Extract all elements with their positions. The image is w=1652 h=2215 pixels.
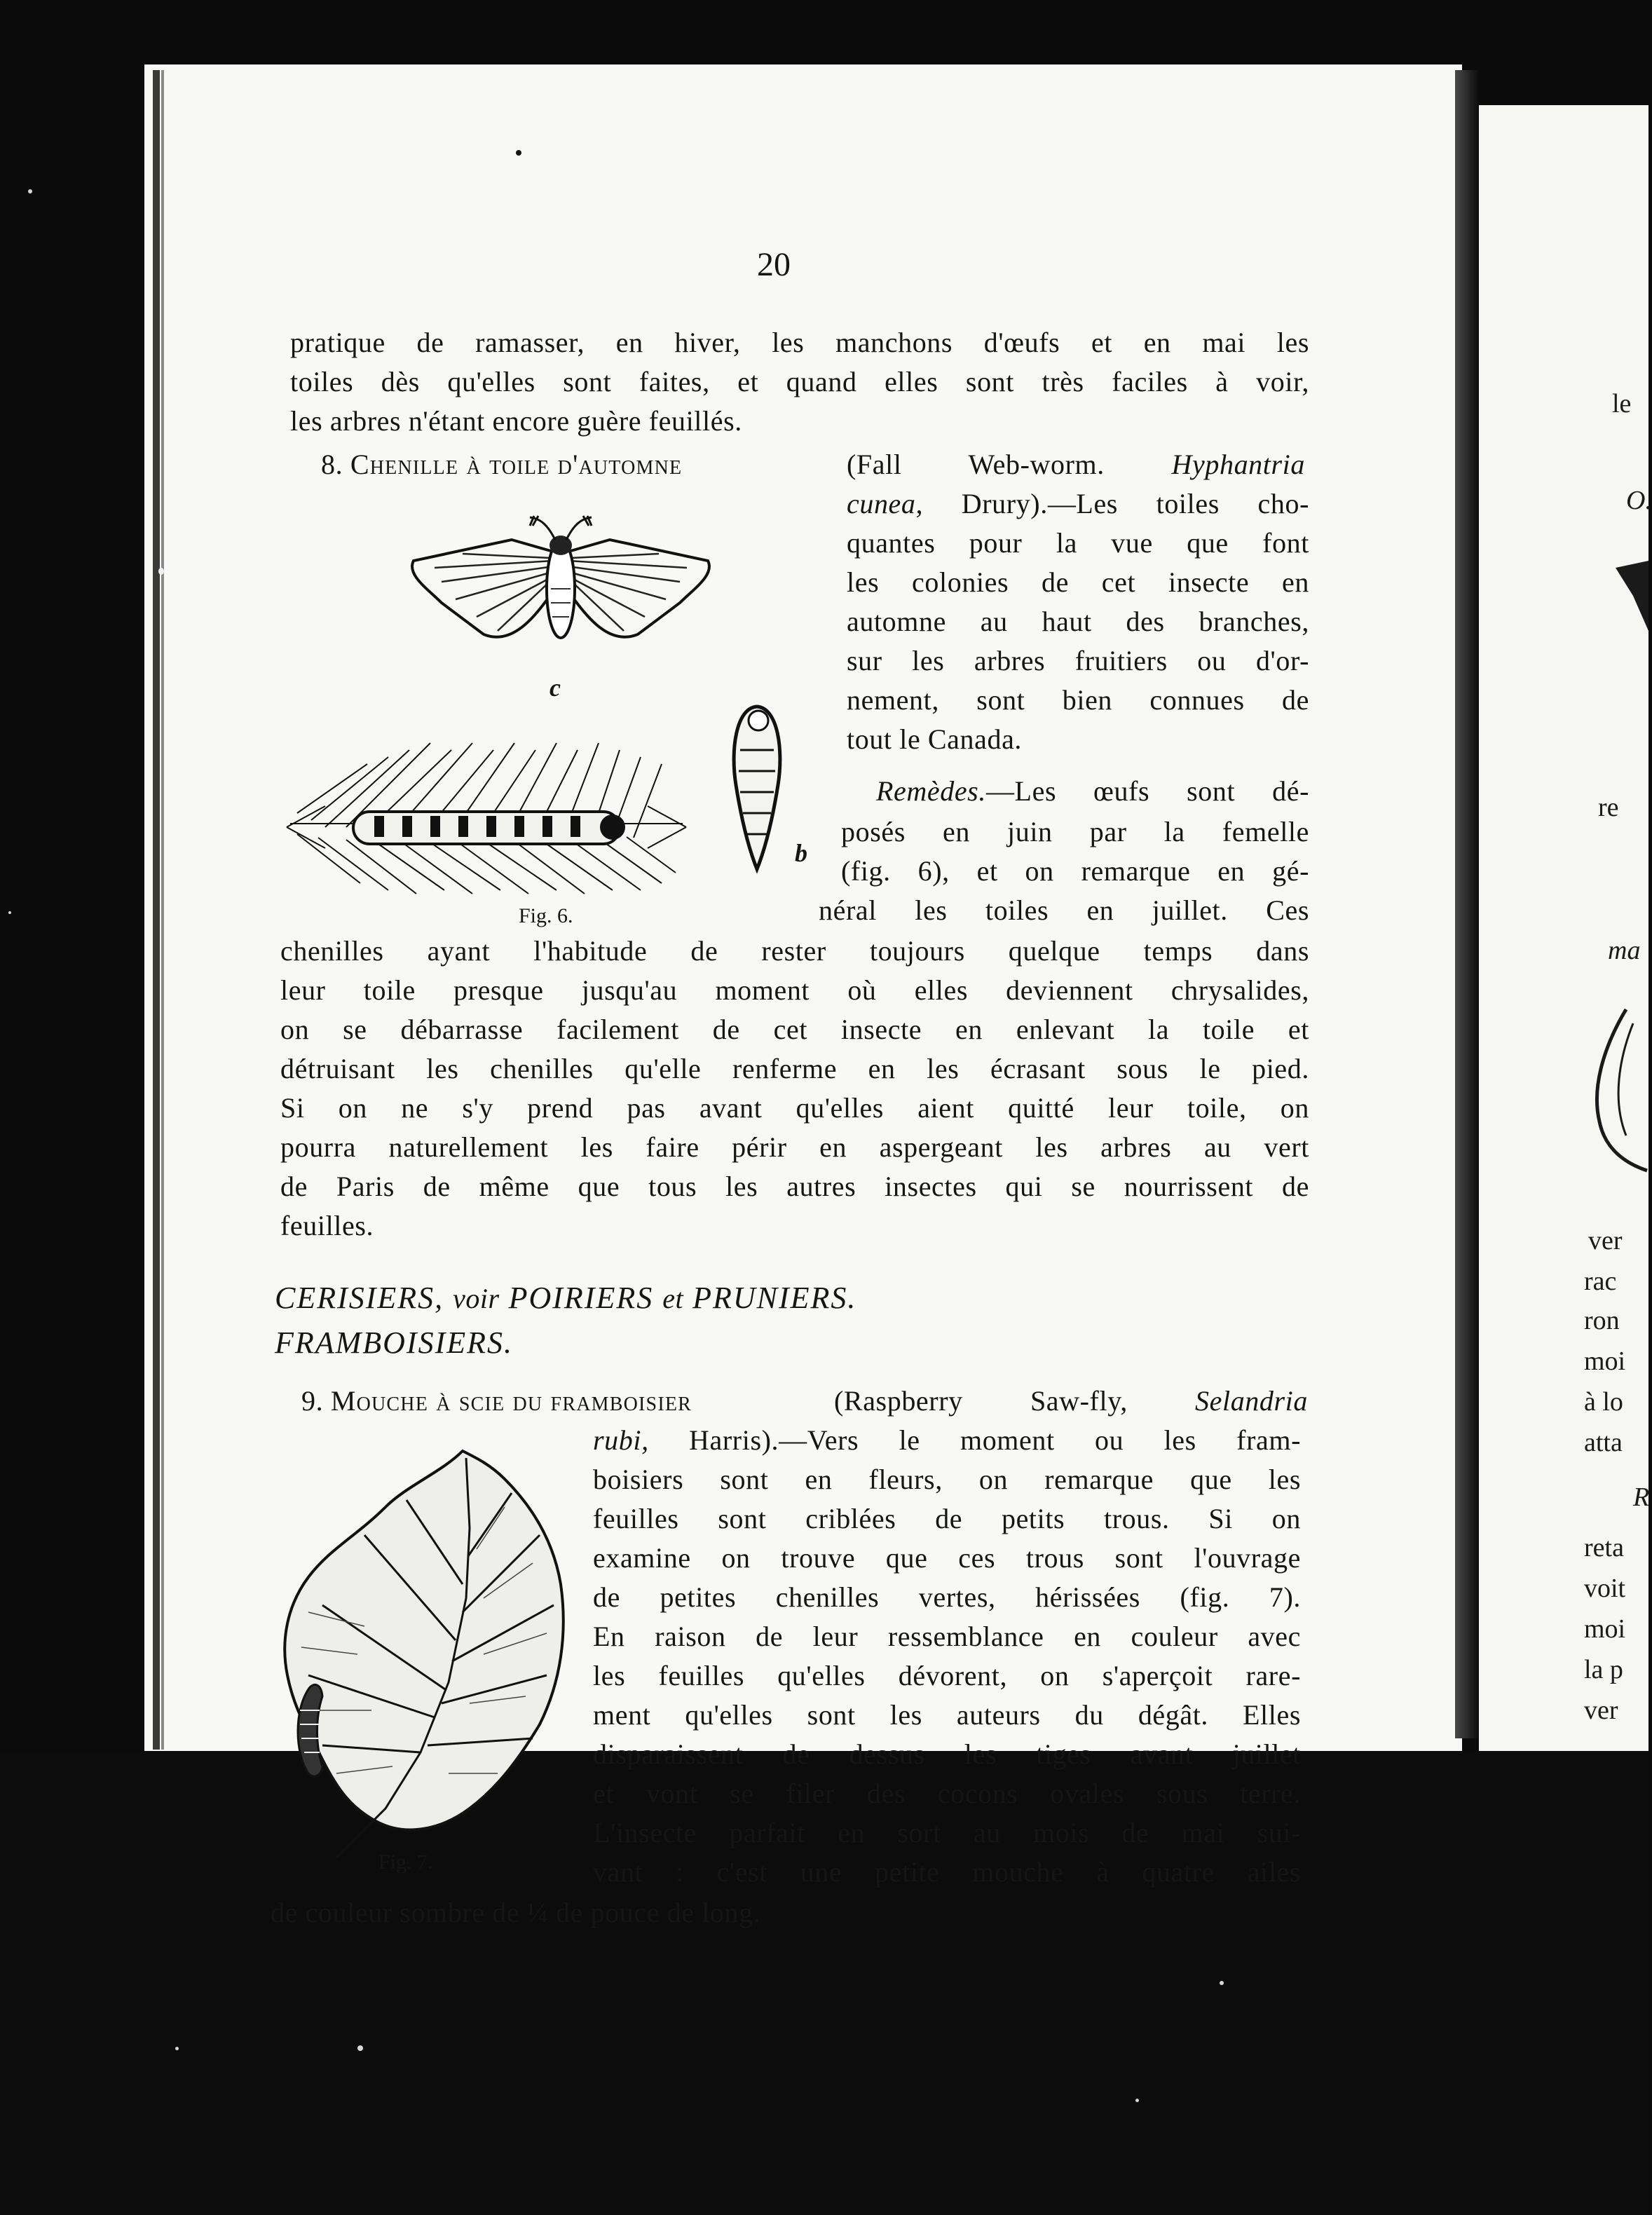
adjacent-fragment: moi (1584, 1614, 1626, 1644)
binding-edge (153, 70, 160, 1750)
adjacent-fragment: la p (1584, 1655, 1623, 1684)
text-line: et vont se filer des cocons ovales sous terre. (593, 1778, 1301, 1809)
adjacent-illustration-fragment (1612, 554, 1648, 638)
text-line: boisiers sont en fleurs, on remarque que les (593, 1464, 1301, 1495)
section-title: Chenille à toile d'automne (350, 449, 683, 480)
text-line: L'insecte parfait en sort au mois de mai sui- (593, 1817, 1301, 1848)
adjacent-fragment: ver (1588, 1226, 1623, 1255)
heading-cerisiers (275, 1280, 856, 1316)
adjacent-fragment: à lo (1584, 1387, 1623, 1417)
remedes-label: Remèdes. (876, 775, 986, 807)
text-line: pratique de ramasser, en hiver, les manchons d'œufs et en mai les (290, 327, 1309, 358)
chrysalis-illustration (729, 701, 785, 876)
page-gutter-shadow (1455, 70, 1479, 1738)
scan-speck (28, 189, 32, 193)
section-title-line (321, 446, 1305, 484)
moth-illustration (392, 512, 729, 673)
text-fragment: Harris).—Vers le moment ou les fram- (689, 1424, 1301, 1456)
text-line: chenilles ayant l'habitude de rester toujours quelque temps dans (280, 935, 1309, 967)
adjacent-fragment: rac (1584, 1267, 1617, 1296)
adjacent-fragment: O. (1626, 486, 1652, 515)
adjacent-fragment: reta (1584, 1533, 1624, 1562)
text-line: feuilles sont criblées de petits trous. Si on (593, 1503, 1301, 1534)
text-line: les colonies de cet insecte en (847, 566, 1309, 598)
text-line: vant : c'est une petite mouche à quatre ailes (593, 1856, 1301, 1888)
section-title-line (301, 1382, 1311, 1420)
section-title: Mouche à scie du framboisier (330, 1385, 692, 1417)
text-line (876, 772, 1309, 810)
scan-speck (357, 2045, 363, 2051)
text-line: (fig. 6), et on remarque en gé- (841, 855, 1309, 887)
adjacent-fragment: voit (1584, 1574, 1626, 1603)
text-line: En raison de leur ressemblance en couleur avec (593, 1621, 1301, 1652)
heading-word: POIRIERS (508, 1281, 654, 1315)
caterpillar-illustration (283, 722, 690, 897)
text-line: disparaissent de dessus les tiges avant juillet (593, 1738, 1301, 1770)
figure-caption: Fig. 7. (378, 1851, 433, 1874)
text-line: leur toile presque jusqu'au moment où elles deviennent chrysalides, (280, 974, 1309, 1006)
text-line: pourra naturellement les faire périr en aspergeant les arbres au vert (280, 1131, 1309, 1163)
scan-speck (1220, 1981, 1224, 1985)
latin-name: Selandria (1195, 1385, 1308, 1417)
scan-speck (175, 2047, 179, 2050)
latin-name: cunea, (847, 488, 924, 519)
text-line: quantes pour la vue que font (847, 527, 1309, 559)
figure-caption: Fig. 6. (519, 904, 573, 927)
binding-edge-highlight (161, 70, 164, 1750)
english-name: (Raspberry Saw-fly, (834, 1385, 1128, 1417)
section-number: 8. (321, 449, 343, 480)
adjacent-fragment: le (1612, 389, 1632, 418)
adjacent-fragment: re (1598, 793, 1619, 822)
text-line: ment qu'elles sont les auteurs du dégât. Elles (593, 1699, 1301, 1731)
text-line: de petites chenilles vertes, hérissées (fig. 7). (593, 1581, 1301, 1613)
raspberry-leaf-illustration (266, 1444, 575, 1872)
adjacent-illustration-fragment (1584, 1002, 1648, 1185)
text-line: détruisant les chenilles qu'elle renferme en les écrasant sous le pied. (280, 1053, 1309, 1084)
text-fragment: Drury).—Les toiles cho- (961, 488, 1309, 519)
adjacent-fragment: ron (1584, 1306, 1620, 1335)
figure-letter-b: b (795, 839, 807, 867)
text-line: examine on trouve que ces trous sont l'ouvrage (593, 1542, 1301, 1574)
page-mark (158, 568, 164, 575)
text-line: tout le Canada. (847, 723, 1023, 755)
text-fragment: —Les œufs sont dé- (985, 775, 1309, 807)
latin-name: Hyphantria (1171, 449, 1305, 480)
heading-word: PRUNIERS. (692, 1281, 857, 1315)
section-number: 9. (301, 1385, 324, 1417)
text-line: feuilles. (280, 1210, 374, 1241)
figure-letter-c: c (549, 674, 561, 702)
text-line: on se débarrasse facilement de cet insecte en enlevant la toile et (280, 1014, 1309, 1045)
adjacent-fragment: ma (1608, 936, 1641, 965)
adjacent-page (1479, 105, 1652, 1801)
text-line (593, 1422, 1301, 1459)
scan-speck (1135, 2099, 1139, 2102)
heading-word: voir (453, 1283, 500, 1314)
text-line: automne au haut des branches, (847, 606, 1309, 637)
text-line: de Paris de même que tous les autres insectes qui se nourrissent de (280, 1171, 1309, 1202)
text-line: les arbres n'étant encore guère feuillés. (290, 405, 742, 437)
section-title-english-wrap (834, 1382, 1308, 1420)
heading-word: et (662, 1283, 684, 1314)
text-line: nement, sont bien connues de (847, 684, 1309, 716)
text-line: néral les toiles en juillet. Ces (819, 894, 1309, 926)
section-title-english-wrap (847, 446, 1305, 484)
heading-framboisiers: FRAMBOISIERS. (275, 1325, 513, 1360)
adjacent-fragment: moi (1584, 1347, 1626, 1376)
text-line: posés en juin par la femelle (841, 816, 1309, 847)
text-line: de couleur sombre de ¼ de pouce de long. (271, 1897, 761, 1928)
english-name: (Fall Web-worm. (847, 449, 1105, 480)
page-mark (516, 150, 521, 156)
adjacent-fragment: ver (1584, 1696, 1618, 1725)
page-number: 20 (757, 246, 791, 283)
text-line (847, 485, 1309, 523)
text-line: les feuilles qu'elles dévorent, on s'aperçoit rare- (593, 1660, 1301, 1691)
scan-speck (8, 911, 11, 914)
text-line: Si on ne s'y prend pas avant qu'elles aient quitté leur toile, on (280, 1092, 1309, 1124)
text-line: toiles dès qu'elles sont faites, et quand elles sont très faciles à voir, (290, 366, 1309, 397)
heading-word: CERISIERS, (275, 1281, 444, 1315)
latin-name: rubi, (593, 1424, 649, 1456)
text-line: sur les arbres fruitiers ou d'or- (847, 645, 1309, 676)
adjacent-fragment: atta (1584, 1428, 1623, 1457)
adjacent-fragment: R (1633, 1483, 1650, 1512)
